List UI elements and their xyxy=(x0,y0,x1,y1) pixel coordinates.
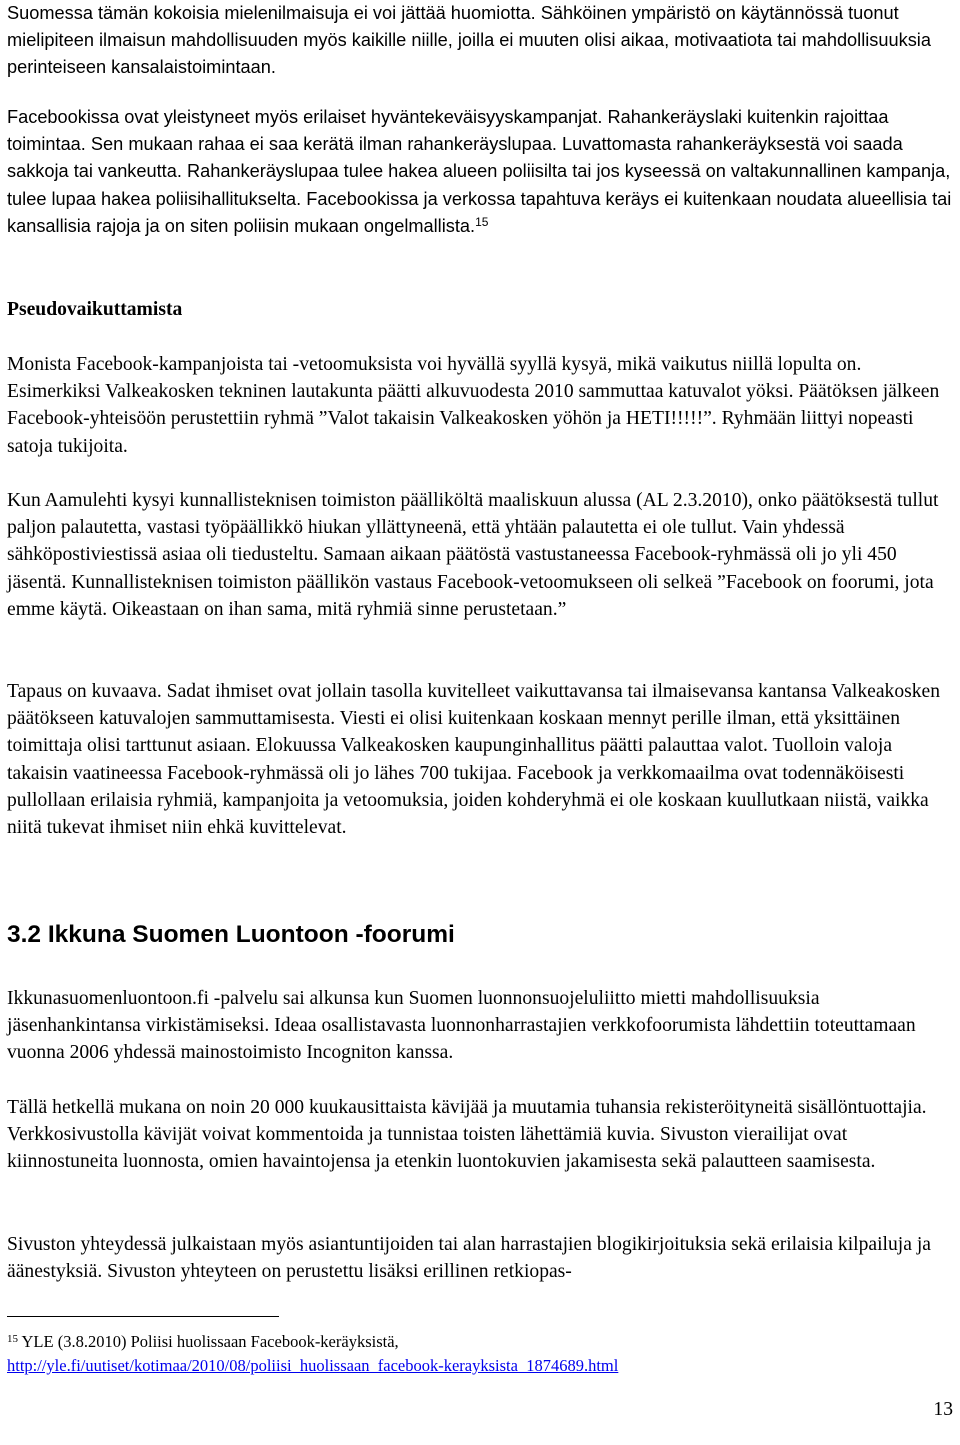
footnote-line-2 xyxy=(7,1354,957,1378)
paragraph-6: Ikkunasuomenluontoon.fi -palvelu sai alkunsa kun Suomen luonnonsuojeluliitto mietti mahdollisuuksia jäsenhankintansa virkistämiseksi. Ideaa osallistavasta luonnonharrastajien verkkofoorumista lähdettiin toteuttamaan vuonna 2006 yhdessä mainostoimisto Incogniton kanssa. xyxy=(7,988,916,1064)
paragraph-4: Kun Aamulehti kysyi kunnallisteknisen toimiston päälliköltä maaliskuun alussa (AL 2.3.2010), onko päätöksestä tullut paljon palautetta, vastasi työpäällikkö hiukan yllättyneenä, että yhtään palautetta ei ole tullut. Vain yhdessä sähköpostiviestissä asiaa oli tiedusteltu. Samaan aikaan päätöstä vastustaneessa Facebook-ryhmässä oli jo yli 450 jäsentä. Kunnallisteknisen toimiston päällikön vastaus Facebook-vetoomukseen oli selkeä ”Facebook on foorumi, jota emme käytä. Oikeastaan on ihan sama, mitä ryhmiä sinne perustetaan.” xyxy=(7,490,939,620)
footnote-link[interactable]: http://yle.fi/uutiset/kotimaa/2010/08/poliisi_huolissaan_facebook-kerayksista_1874689.html xyxy=(7,1356,619,1375)
paragraph-2 xyxy=(7,104,957,240)
footnote-line-1 xyxy=(7,1330,957,1354)
paragraph-2-text: Facebookissa ovat yleistyneet myös erilaiset hyväntekeväisyyskampanjat. Rahankeräyslaki kuitenkin rajoittaa toimintaa. Sen mukaan rahaa ei saa kerätä ilman rahankeräyslupaa. Luvattomasta rahankeräyksestä voi saada sakkoja tai vankeutta. Rahankeräyslupaa tulee hakea alueen poliisilta tai jos kyseessä on valtakunnallinen kampanja, tulee lupaa hakea poliisihallitukselta. Facebookissa ja verkossa tapahtuva keräys ei kuitenkaan noudata alueellisia tai kansallisia rajoja ja on siten poliisin mukaan ongelmallista. xyxy=(7,107,952,236)
paragraph-8: Sivuston yhteydessä julkaistaan myös asiantuntijoiden tai alan harrastajien blogikirjoituksia sekä erilaisia kilpailuja ja äänestyksiä. Sivuston yhteyteen on perustettu lisäksi erillinen retkiopas- xyxy=(7,1234,931,1283)
paragraph-1: Suomessa tämän kokoisia mielenilmaisuja ei voi jättää huomiotta. Sähköinen ympäristö on käytännössä tuonut mielipiteen ilmaisun mahdollisuuden myös kaikille niille, joilla ei muuten olisi aikaa, motivaatiota tai mahdollisuuksia perinteiseen kansalaistoimintaan. xyxy=(7,3,931,78)
footnote-15 xyxy=(7,1330,957,1378)
footnote-divider xyxy=(7,1316,279,1317)
subheading-pseudovaikuttamista: Pseudovaikuttamista xyxy=(7,299,183,320)
paragraph-3: Monista Facebook-kampanjoista tai -vetoomuksista voi hyvällä syyllä kysyä, mikä vaikutus niillä lopulta on. Esimerkiksi Valkeakosken tekninen lautakunta päätti alkuvuodesta 2010 sammuttaa katuvalot yöksi. Päätöksen jälkeen Facebook-yhteisöön perustettiin ryhmä ”Valot takaisin Valkeakosken yöhön ja HETI!!!!!”. Ryhmään liittyi nopeasti satoja tukijoita. xyxy=(7,354,940,457)
footnote-ref-15[interactable]: 15 xyxy=(475,214,489,229)
footnote-number: 15 xyxy=(7,1333,18,1345)
paragraph-5: Tapaus on kuvaava. Sadat ihmiset ovat jollain tasolla kuvitelleet vaikuttavansa tai ilmaisevansa kantansa Valkeakosken päätökseen katuvalojen sammuttamisesta. Viesti ei olisi kuitenkaan koskaan mennyt perille ilman, että yksittäinen toimittaja olisi tarttunut asiaan. Elokuussa Valkeakosken kaupunginhallitus päätti palauttaa valot. Tuolloin valoja takaisin vaatineessa Facebook-ryhmässä oli jo lähes 700 tukijaa. Facebook ja verkkomaailma ovat todennäköisesti pullollaan erilaisia ryhmiä, kampanjoita ja vetoomuksia, joiden kohderyhmä ei ole koskaan kuullutkaan niistä, vaikka niitä tukevat ihmiset niin ehkä kuvittelevat. xyxy=(7,681,941,839)
footnote-text: YLE (3.8.2010) Poliisi huolissaan Facebook-keräyksistä, xyxy=(21,1332,399,1351)
section-heading-3-2: 3.2 Ikkuna Suomen Luontoon -foorumi xyxy=(7,921,455,948)
page-number: 13 xyxy=(933,1399,953,1420)
paragraph-7: Tällä hetkellä mukana on noin 20 000 kuukausittaista kävijää ja muutamia tuhansia rekisteröityneitä sisällöntuottajia. Verkkosivustolla kävijät voivat kommentoida ja tunnistaa toisten lähettämiä kuvia. Sivuston vierailijat ovat kiinnostuneita luonnosta, omien havaintojensa ja etenkin luontokuvien jakamisesta sekä palautteen saamisesta. xyxy=(7,1097,927,1173)
